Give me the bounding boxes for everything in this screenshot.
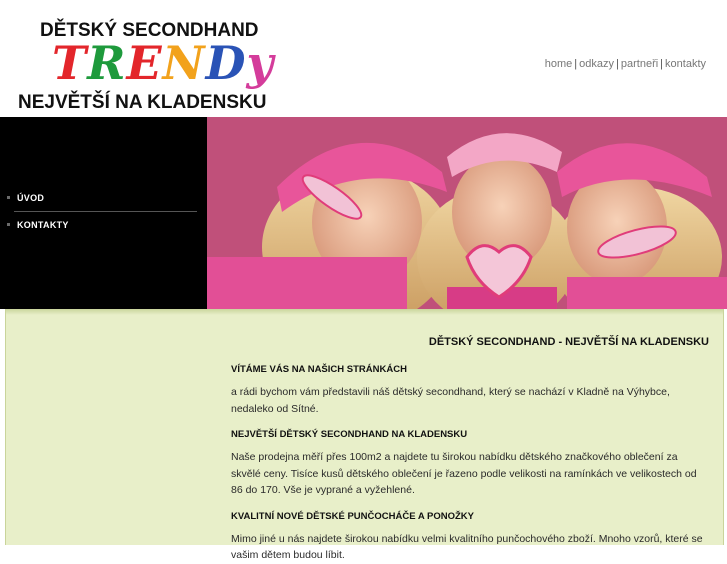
logo-bottom-line: NEJVĚTŠÍ NA KLADENSKU xyxy=(18,92,267,113)
side-menu-item-kontakty[interactable] xyxy=(0,212,197,238)
side-menu-item-label: ÚVOD xyxy=(17,193,45,203)
logo-letter: N xyxy=(162,36,206,90)
logo-letter: y xyxy=(246,36,275,90)
content-area xyxy=(5,309,724,561)
section-text: a rádi bychom vám představili náš dětský secondhand, který se nachází v Kladně na Výhybce, nedaleko od Sítné. xyxy=(231,386,670,415)
bullet-icon xyxy=(7,196,10,199)
banner-photo xyxy=(207,117,727,309)
logo-letter: R xyxy=(87,36,127,90)
section-heading: KVALITNÍ NOVÉ DĚTSKÉ PUNČOCHÁČE A PONOŽKY xyxy=(231,510,474,522)
content-top-shade xyxy=(6,309,723,315)
nav-separator: | xyxy=(574,58,578,70)
section-heading: NEJVĚTŠÍ DĚTSKÝ SECONDHAND NA KLADENSKU xyxy=(231,429,468,440)
site-header xyxy=(0,0,727,117)
nav-link-home[interactable]: home xyxy=(544,58,573,70)
section-text: Naše prodejna měří přes 100m2 a najdete tu širokou nabídku dětského značkového oblečení za skvělé ceny. Tisíce kusů dětského oblečení je řazeno podle velikosti na ramínkách ve velikostech od 86 do 170. Vše je vyprané a vyžehlené. xyxy=(231,451,697,496)
nav-link-partneri[interactable]: partneři xyxy=(620,58,659,70)
logo-letter: T xyxy=(52,36,88,90)
bullet-icon xyxy=(7,223,10,226)
nav-separator: | xyxy=(660,58,664,70)
logo-letter: E xyxy=(126,36,163,90)
logo-brand-word xyxy=(52,38,274,88)
page-title: DĚTSKÝ SECONDHAND - NEJVĚTŠÍ NA KLADENSKU xyxy=(428,336,709,348)
side-menu xyxy=(0,185,197,238)
banner xyxy=(0,117,727,309)
side-menu-item-uvod[interactable] xyxy=(0,185,197,211)
main-content xyxy=(231,336,709,564)
logo-top-line: DĚTSKÝ SECONDHAND xyxy=(40,20,259,41)
top-navigation xyxy=(545,58,706,70)
side-menu-item-label: KONTAKTY xyxy=(17,220,69,230)
nav-separator: | xyxy=(616,58,619,70)
nav-link-odkazy[interactable]: odkazy xyxy=(579,58,615,70)
girls-with-lollipops-image xyxy=(207,117,727,309)
nav-link-kontakty[interactable]: kontakty xyxy=(665,58,706,70)
section-heading: VÍTÁME VÁS NA NAŠICH STRÁNKÁCH xyxy=(231,364,407,375)
section-text: Mimo jiné u nás najdete širokou nabídku velmi kvalitního punčochového zboží. Mnoho vzorů, které se vašim dětem budou líbit. xyxy=(231,532,703,561)
logo-letter: D xyxy=(205,36,247,90)
site-logo[interactable] xyxy=(18,18,288,114)
